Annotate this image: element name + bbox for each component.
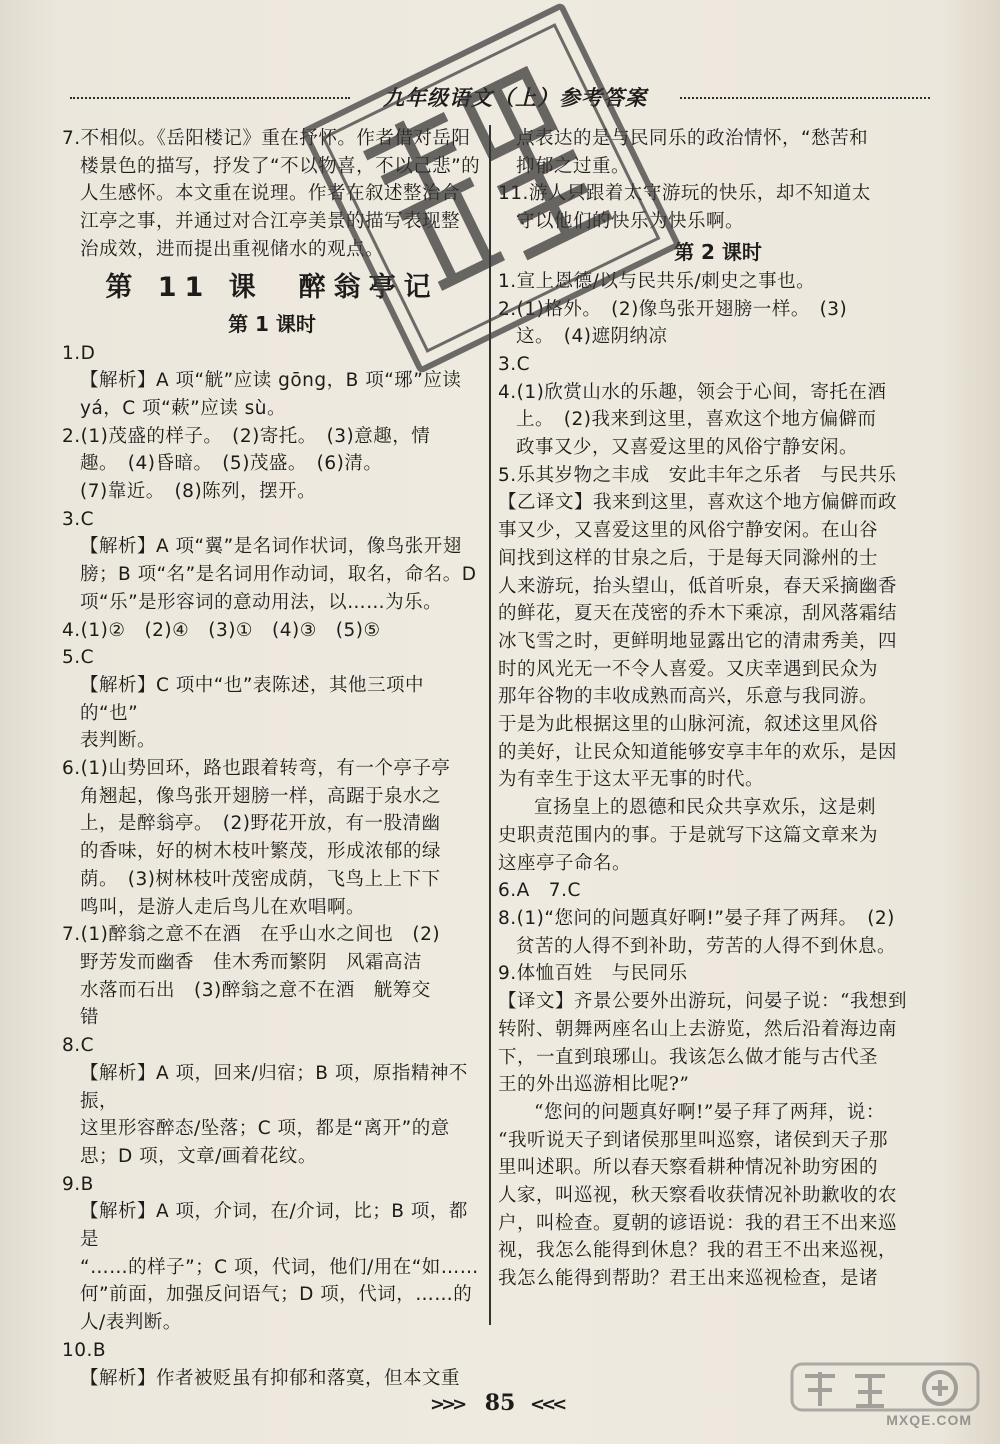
answer-line: 角翘起，像鸟张开翅膀一样，高踞于泉水之 (80, 785, 442, 807)
site-watermark (790, 1362, 980, 1432)
answer-line: 人生感怀。本文重在说理。作者在叙述整治合 (80, 183, 461, 205)
answer-line: 3.C (62, 508, 95, 530)
answer-line: 【解析】A 项“翼”是名词作状词，像鸟张开翅 (80, 536, 462, 558)
footer-chevrons-right-icon: <<< (530, 1394, 564, 1415)
answer-line: 史职责范围内的事。于是就写下这篇文章来为 (498, 824, 879, 846)
answer-line: 人家，叫巡视，秋天察看收获情况补助歉收的农 (498, 1185, 898, 1207)
footer-chevrons-left-icon: >>> (430, 1394, 464, 1415)
answer-line: 为有幸生于这太平无事的时代。 (498, 769, 765, 791)
lesson-title: 第 11 课 醉翁亭记 (105, 271, 439, 303)
answer-line: 时的风光无一不令人喜爱。又庆幸遇到民众为 (498, 658, 879, 680)
answer-line: 表判断。 (80, 730, 157, 752)
answer-line: yá，C 项“蔌”应读 sù。 (80, 397, 286, 419)
answer-line: 户，叫检查。夏朝的谚语说：我的君王不出来巡 (498, 1212, 898, 1234)
answer-line: 视，我怎么能得到休息？我的君王不出来巡视， (498, 1240, 898, 1262)
answer-line: 5.乐其岁物之丰成 安此丰年之乐者 与民共乐 (498, 464, 897, 486)
answer-line: 7.不相似。《岳阳楼记》重在抒怀。作者借对岳阳 (62, 128, 471, 149)
section-subtitle: 第 1 课时 (228, 311, 316, 336)
answer-line: 抑郁之过重。 (516, 155, 631, 177)
answer-line: 鸣叫，是游人走后鸟儿在欢唱啊。 (80, 896, 366, 918)
answer-line: 宣扬皇上的恩德和民众共享欢乐，这是刺 (534, 797, 877, 819)
answer-line: 1.D (62, 342, 96, 364)
answer-line: 水落而石出 (3)醉翁之意不在酒 觥筹交 (80, 979, 431, 1001)
answer-line: 4.(1)② (2)④ (3)① (4)③ (5)⑤ (62, 619, 381, 641)
answer-line: 【解析】A 项，回来/归宿；B 项，原指精神不振， (80, 1062, 468, 1112)
answer-line: 趣。 (4)昏暗。 (5)茂盛。 (6)清。 (80, 453, 383, 475)
answer-line: 9.体恤百姓 与民同乐 (498, 963, 688, 985)
answer-line: 11.游人只跟着太守游玩的快乐，却不知道太 (498, 183, 871, 205)
answer-line: 荫。 (3)树林枝叶茂密成荫，飞鸟上上下下 (80, 868, 441, 890)
answer-line: 4.(1)欣赏山水的乐趣，领会于心间，寄托在酒 (498, 381, 887, 403)
answer-line: 政事又少，又喜爱这里的风俗宁静安闲。 (516, 437, 859, 459)
answer-line: 这。 (4)遮阴纳凉 (516, 326, 668, 348)
answer-line: 8.C (62, 1035, 95, 1057)
answer-line: 江亭之事，并通过对合江亭美景的描写表现整 (80, 211, 461, 233)
answer-line: 9.B (62, 1173, 94, 1195)
answer-line: 错 (80, 1007, 100, 1029)
answer-line: 6.A 7.C (498, 880, 581, 902)
watermark-domain: MXQE.COM (886, 1412, 972, 1428)
answer-line: 【译文】齐景公要外出游玩，问晏子说：“我想到 (498, 991, 907, 1013)
answer-line: 上。 (2)我来到这里，喜欢这个地方偏僻而 (516, 409, 877, 431)
answer-line: 事又少，又喜爱这里的风俗宁静安闲。在山谷 (498, 520, 879, 542)
answer-line: 转附、朝舞两座名山上去游览，然后沿着海边南 (498, 1018, 898, 1040)
answer-line: 人来游玩，抬头望山，低首听泉，春天采摘幽香 (498, 575, 898, 597)
answer-line: 我怎么能得到帮助？君王出来巡视检查，是诸 (498, 1268, 879, 1290)
page-number: 85 (484, 1390, 516, 1416)
answer-line: 【解析】A 项，介词，在/介词，比；B 项，都是 (80, 1201, 468, 1251)
answer-line: 王的外出巡游相比呢?” (498, 1074, 690, 1096)
answer-line: “我听说天子到诸侯那里叫巡察，诸侯到天子那 (498, 1129, 888, 1151)
answer-line: 的美好，让民众知道能够安享丰年的欢乐，是因 (498, 741, 898, 763)
answer-line: 2.(1)茂盛的样子。 (2)寄托。 (3)意趣，情 (62, 425, 431, 447)
answer-line: 下，一直到琅琊山。我该怎么做才能与古代圣 (498, 1046, 879, 1068)
answer-line: 上，是醉翁亭。 (2)野花开放，有一股清幽 (80, 813, 441, 835)
answer-line: 2.(1)格外。 (2)像鸟张开翅膀一样。 (3) (498, 298, 848, 320)
answer-line: 于是为此根据这里的山脉河流，叙述这里风俗 (498, 714, 879, 736)
answer-line: 间找到这样的甘泉之后，于是每天同滁州的士 (498, 547, 879, 569)
right-column (498, 125, 938, 1334)
header-rule-left (70, 97, 350, 99)
section-subtitle: 第 2 课时 (674, 239, 762, 264)
answer-line: 点表达的是与民同乐的政治情怀，“愁苦和 (516, 128, 869, 149)
answer-line: 膀；B 项“名”是名词用作动词，取名，命名。D (80, 564, 477, 586)
answer-line: 【解析】作者被贬虽有抑郁和落寞，但本文重 (80, 1367, 461, 1389)
answer-line: 6.(1)山势回环，路也跟着转弯，有一个亭子亭 (62, 758, 451, 780)
answer-line: 治成效，进而提出重视储水的观点。 (80, 238, 385, 260)
answer-line: 这座亭子命名。 (498, 852, 632, 874)
answer-line: 思；D 项，文章/画着花纹。 (80, 1145, 317, 1167)
answer-line: 野芳发而幽香 佳木秀而繁阴 风霜高洁 (80, 951, 423, 973)
answer-line: 3.C (498, 353, 531, 375)
answer-line: “您问的问题真好啊!”晏子拜了两拜，说： (534, 1101, 885, 1123)
answer-line: 的鲜花，夏天在茂密的乔木下乘凉，刮风落霜结 (498, 603, 898, 625)
header-title: 九年级语文（上）参考答案 (383, 85, 647, 110)
answer-line: 那年谷物的丰收成熟而高兴，乐意与我同游。 (498, 686, 879, 708)
answer-line: 【解析】C 项中“也”表陈述，其他三项中的“也” (80, 674, 424, 724)
answer-line: “……的样子”；C 项，代词，他们/用在“如…… (80, 1256, 479, 1278)
answer-line: 【解析】A 项“觥”应读 gōng，B 项“琊”应读 (80, 370, 462, 392)
answer-line: 贫苦的人得不到补助，劳苦的人得不到休息。 (516, 935, 897, 957)
answer-line: 何”前面，加强反问语气；D 项，代词，……的 (80, 1284, 473, 1306)
answer-line: 这里形容醉态/坠落；C 项，都是“离开”的意 (80, 1118, 450, 1140)
answer-line: 冰飞雪之时，更鲜明地显露出它的清肃秀美，四 (498, 630, 898, 652)
answer-line: 楼景色的描写，抒发了“不以物喜，不以己悲”的 (80, 155, 481, 177)
answer-line: 10.B (62, 1339, 107, 1361)
answer-line: 的香味，好的树木枝叶繁茂，形成浓郁的绿 (80, 841, 442, 863)
answer-line: (7)靠近。 (8)陈列，摆开。 (80, 481, 317, 503)
answer-line: 【乙译文】我来到这里，喜欢这个地方偏僻而政 (498, 492, 898, 514)
answer-line: 1.宣上恩德/以与民共乐/刺史之事也。 (498, 270, 816, 292)
answer-line: 守以他们的快乐为快乐啊。 (516, 211, 745, 233)
answer-line: 8.(1)“您问的问题真好啊!”晏子拜了两拜。 (2) (498, 907, 895, 929)
answer-line: 人/表判断。 (80, 1312, 182, 1334)
answer-line: 5.C (62, 647, 95, 669)
header-rule-right (680, 97, 930, 99)
answer-line: 7.(1)醉翁之意不在酒 在乎山水之间也 (2) (62, 924, 441, 946)
answer-line: 里叫述职。所以春天察看耕种情况补助穷困的 (498, 1157, 879, 1179)
answer-line: 项“乐”是形容词的意动用法，以……为乐。 (80, 591, 443, 613)
